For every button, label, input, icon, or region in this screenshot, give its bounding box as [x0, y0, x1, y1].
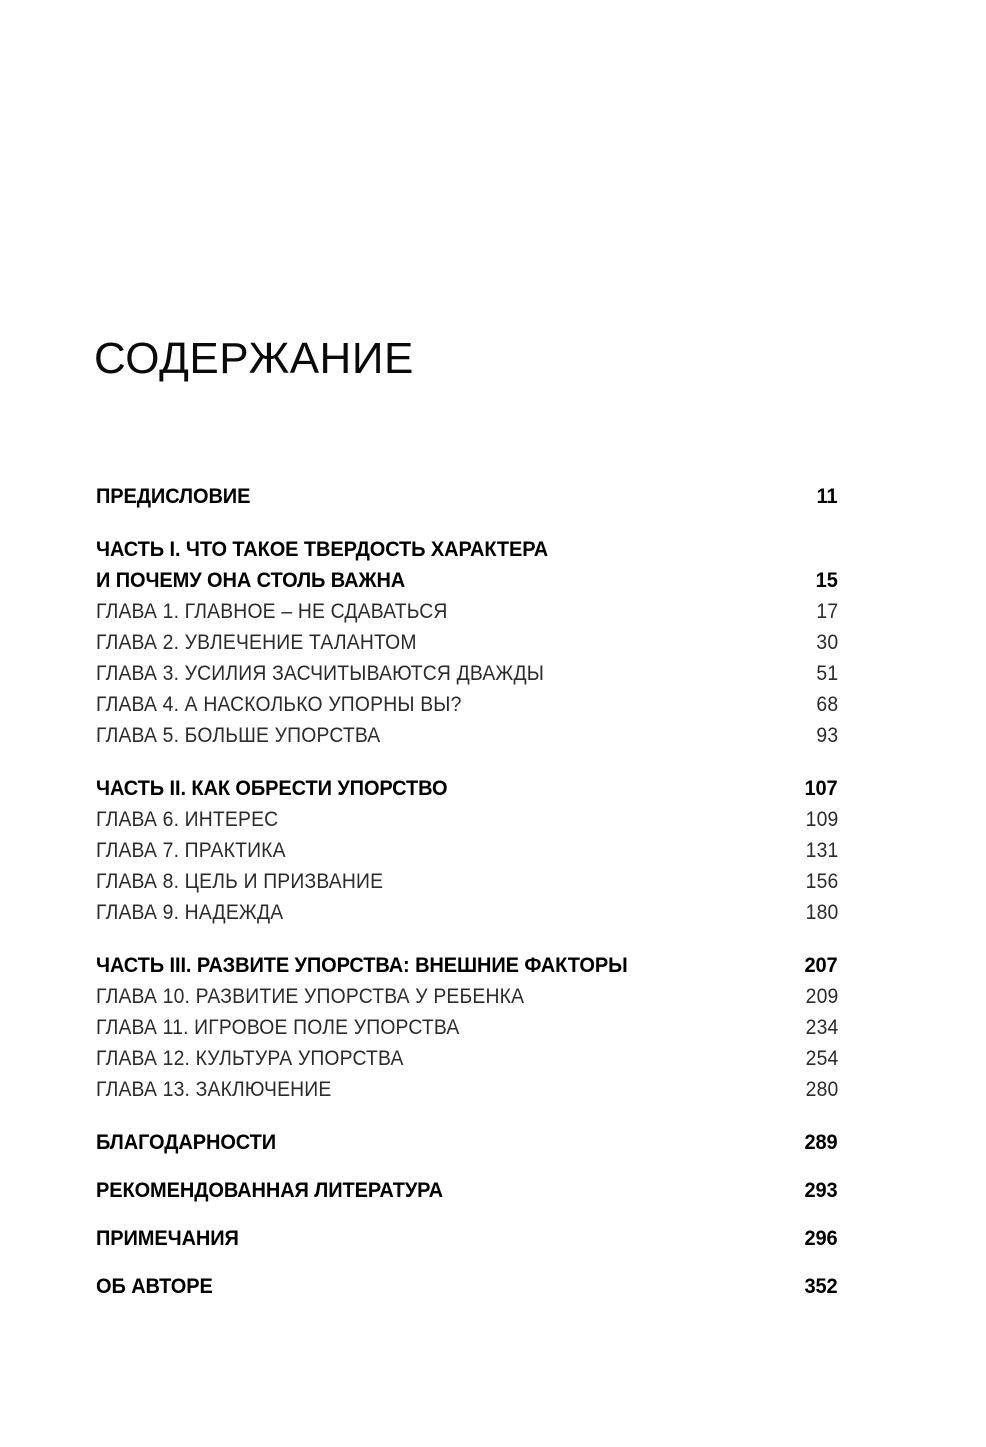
toc-entry-page: 234: [805, 1015, 838, 1039]
toc-entry-chapter-12[interactable]: [96, 1046, 838, 1077]
toc-entry-chapter-8[interactable]: [96, 869, 838, 900]
toc-entry-recommended-reading[interactable]: [96, 1178, 838, 1209]
toc-entry-chapter-13[interactable]: [96, 1077, 838, 1108]
toc-entry-acknowledgements[interactable]: [96, 1130, 838, 1161]
toc-entry-label: ГЛАВА 2. УВЛЕЧЕНИЕ ТАЛАНТОМ: [96, 630, 417, 654]
toc-entry-label: ГЛАВА 13. ЗАКЛЮЧЕНИЕ: [96, 1077, 332, 1101]
toc-entry-page: 352: [804, 1274, 838, 1298]
toc-entry-label: ГЛАВА 11. ИГРОВОЕ ПОЛЕ УПОРСТВА: [96, 1015, 460, 1039]
toc-entry-label: ГЛАВА 6. ИНТЕРЕС: [96, 807, 279, 831]
toc-entry-page: 289: [804, 1130, 838, 1154]
toc-entry-label: ГЛАВА 3. УСИЛИЯ ЗАСЧИТЫВАЮТСЯ ДВАЖДЫ: [96, 661, 545, 685]
toc-entry-page: 11: [817, 484, 838, 508]
toc-entry-notes[interactable]: [96, 1226, 838, 1257]
toc-entry-chapter-10[interactable]: [96, 984, 838, 1015]
toc-entry-page: 15: [815, 568, 838, 592]
page-title: СОДЕРЖАНИЕ: [94, 334, 414, 384]
toc-entry-page: 51: [816, 661, 838, 685]
toc-entry-part-2[interactable]: [96, 776, 838, 807]
toc-entry-about-author[interactable]: [96, 1274, 838, 1305]
toc-entry-page: 68: [816, 692, 838, 716]
toc-entry-label: ЧАСТЬ II. КАК ОБРЕСТИ УПОРСТВО: [96, 776, 448, 800]
toc-entry-label: РЕКОМЕНДОВАННАЯ ЛИТЕРАТУРА: [96, 1178, 444, 1202]
toc-entry-part-1-line-2[interactable]: [96, 568, 838, 599]
toc-entry-label: ГЛАВА 9. НАДЕЖДА: [96, 900, 284, 924]
toc-entry-list: [96, 484, 838, 1305]
toc-entry-preface[interactable]: [96, 484, 838, 515]
spacer: [96, 1257, 838, 1274]
toc-entry-page: 30: [816, 630, 838, 654]
toc-entry-chapter-11[interactable]: [96, 1015, 838, 1046]
toc-entry-label: ГЛАВА 7. ПРАКТИКА: [96, 838, 286, 862]
toc-entry-page: 293: [804, 1178, 838, 1202]
toc-entry-label: ОБ АВТОРЕ: [96, 1274, 213, 1298]
toc-entry-label: БЛАГОДАРНОСТИ: [96, 1130, 277, 1154]
spacer: [96, 931, 838, 953]
toc-entry-label: ПРЕДИСЛОВИЕ: [96, 484, 251, 508]
spacer: [96, 515, 838, 537]
toc-entry-page: 17: [816, 599, 838, 623]
toc-entry-chapter-2[interactable]: [96, 630, 838, 661]
spacer: [96, 1161, 838, 1178]
toc-entry-part-1-line-1[interactable]: [96, 537, 838, 568]
toc-entry-chapter-3[interactable]: [96, 661, 838, 692]
toc-entry-label: ГЛАВА 4. А НАСКОЛЬКО УПОРНЫ ВЫ?: [96, 692, 462, 716]
toc-entry-chapter-9[interactable]: [96, 900, 838, 931]
spacer: [96, 1209, 838, 1226]
toc-entry-label: ГЛАВА 8. ЦЕЛЬ И ПРИЗВАНИЕ: [96, 869, 384, 893]
spacer: [96, 754, 838, 776]
toc-entry-chapter-1[interactable]: [96, 599, 838, 630]
toc-entry-chapter-6[interactable]: [96, 807, 838, 838]
toc-entry-label: ГЛАВА 1. ГЛАВНОЕ – НЕ СДАВАТЬСЯ: [96, 599, 448, 623]
toc-entry-page: 180: [805, 900, 838, 924]
toc-entry-label: ГЛАВА 12. КУЛЬТУРА УПОРСТВА: [96, 1046, 404, 1070]
toc-entry-label: И ПОЧЕМУ ОНА СТОЛЬ ВАЖНА: [96, 568, 406, 592]
toc-entry-page: 109: [805, 807, 838, 831]
toc-entry-page: 107: [804, 776, 838, 800]
toc-entry-page: 209: [805, 984, 838, 1008]
toc-entry-page: 280: [805, 1077, 838, 1101]
toc-entry-chapter-7[interactable]: [96, 838, 838, 869]
toc-entry-page: 131: [805, 838, 838, 862]
toc-entry-page: 156: [805, 869, 838, 893]
toc-entry-label: ГЛАВА 5. БОЛЬШЕ УПОРСТВА: [96, 723, 381, 747]
spacer: [96, 1108, 838, 1130]
toc-entry-label: ЧАСТЬ III. РАЗВИТЕ УПОРСТВА: ВНЕШНИЕ ФАКТОРЫ: [96, 953, 628, 977]
toc-entry-chapter-4[interactable]: [96, 692, 838, 723]
toc-entry-chapter-5[interactable]: [96, 723, 838, 754]
toc-entry-page: 207: [804, 953, 838, 977]
toc-entry-label: ГЛАВА 10. РАЗВИТИЕ УПОРСТВА У РЕБЕНКА: [96, 984, 525, 1008]
toc-entry-label: ЧАСТЬ I. ЧТО ТАКОЕ ТВЕРДОСТЬ ХАРАКТЕРА: [96, 537, 549, 561]
toc-entry-part-3[interactable]: [96, 953, 838, 984]
toc-entry-page: 254: [805, 1046, 838, 1070]
toc-entry-page: 296: [804, 1226, 838, 1250]
toc-entry-page: 93: [816, 723, 838, 747]
toc-entry-label: ПРИМЕЧАНИЯ: [96, 1226, 239, 1250]
